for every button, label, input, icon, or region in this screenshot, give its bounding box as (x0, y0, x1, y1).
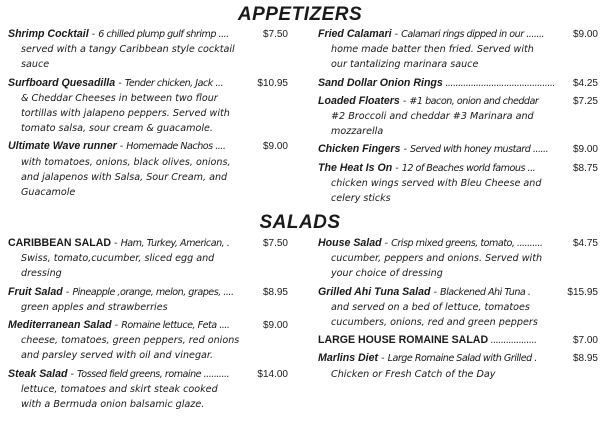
menu-item-description-start: Large Romaine Salad with Grilled . (387, 353, 537, 365)
menu-item-title-line (318, 76, 570, 91)
menu-item-name: CARIBBEAN SALAD (8, 237, 111, 249)
menu-item-name: Fruit Salad (8, 285, 63, 298)
menu-item-description-start: Homemade Nachos .... (126, 141, 226, 153)
menu-item (318, 285, 598, 331)
menu-item-description-line: lettuce, tomatoes and skirt steak cooked (21, 383, 218, 395)
menu-item-description-line: tortillas with jalapeno peppers. Served with (21, 108, 230, 120)
menu-item-description-line: our tantalizing marinara sauce (331, 59, 479, 71)
menu-item-description-start: Tossed field greens, romaine .......... (77, 368, 230, 380)
menu-item-name: Sand Dollar Onion Rings (318, 76, 443, 89)
menu-item-description-line: mozzarella (331, 126, 384, 138)
menu-item-price: $8.95 (572, 353, 598, 365)
menu-item-price: $9.00 (572, 29, 598, 40)
menu-item-name: The Heat Is On (318, 161, 393, 174)
menu-item-header (318, 76, 598, 91)
menu-item-price: $4.25 (572, 77, 598, 89)
menu-item-header (318, 161, 598, 176)
menu-item-separator: - (399, 95, 410, 107)
menu-item-name: LARGE HOUSE ROMAINE SALAD (318, 334, 489, 347)
menu-item-description-start: Tender chicken, Jack ... (124, 77, 224, 89)
menu-item-separator: - (430, 286, 440, 298)
menu-item-price: $9.00 (262, 320, 288, 332)
menu-item-price: $4.75 (572, 238, 598, 249)
menu-item-header (318, 351, 598, 366)
menu-item-name: Loaded Floaters (318, 94, 400, 107)
menu-item-price: $7.50 (262, 238, 288, 249)
menu-item-description-line: and served on a bed of lettuce, tomatoes (331, 301, 530, 313)
menu-item-separator: - (392, 162, 402, 174)
menu-item-description-start: Ham, Turkey, American, . (120, 238, 230, 249)
menu-item (318, 333, 598, 348)
menu-item-separator: - (400, 144, 410, 156)
menu-item-title-line (318, 94, 570, 109)
menu-item-description-line: Chicken or Fresh Catch of the Day (331, 368, 496, 380)
menu-item-description-start: Blackened Ahi Tuna . (440, 286, 531, 298)
menu-item-description-start: ........................................... (442, 77, 555, 89)
menu-item-description-line: #2 Broccoli and cheddar #3 Marinara and (331, 111, 534, 123)
menu-item-price: $8.95 (262, 286, 288, 298)
menu-item-name: Mediterranean Salad (8, 319, 112, 332)
menu-item-title-line (318, 333, 570, 348)
menu-item-title-line (8, 236, 260, 251)
menu-item-price: $15.95 (567, 286, 598, 298)
menu-item-separator: - (88, 29, 99, 40)
menu-item-title-line (318, 351, 570, 366)
menu-item-description-start: Pineapple ,orange, melon, grapes, .... (72, 286, 234, 298)
menu-item-name: Fried Calamari (318, 28, 392, 40)
appetizers-right-column (318, 27, 598, 209)
menu-item-description-line: Swiss, tomato,cucumber, sliced egg and (21, 253, 215, 265)
menu-item-title-line (8, 76, 254, 91)
menu-item-name: Surfboard Quesadilla (8, 76, 116, 89)
menu-item-name: Ultimate Wave runner (8, 140, 117, 153)
menu-item (318, 351, 598, 381)
menu-item-separator: - (378, 353, 388, 365)
appetizers-heading: APPETIZERS (237, 4, 363, 25)
menu-item-description-line: with a Bermuda onion balsamic glaze. (21, 399, 205, 411)
menu-item-title-line (8, 27, 260, 42)
menu-item-price: $8.75 (572, 162, 598, 174)
menu-item-description-line: your choice of dressing (331, 268, 443, 280)
menu-item-header (318, 236, 598, 251)
menu-item-description-start: 6 chilled plump gulf shrimp .... (98, 29, 229, 40)
menu-item-price: $10.95 (257, 77, 288, 89)
menu-item (318, 94, 598, 140)
menu-item-header (318, 333, 598, 348)
menu-item-price: $14.00 (257, 368, 288, 380)
menu-item-description-start: #1 bacon, onion and cheddar (409, 95, 539, 107)
menu-item-title-line (318, 285, 564, 300)
menu-item-description-line: chicken wings served with Bleu Cheese and (331, 177, 542, 189)
appetizers-left-column (8, 27, 288, 203)
salads-heading: SALADS (259, 212, 341, 233)
menu-item-description-start: Romaine lettuce, Feta .... (121, 320, 230, 332)
menu-item-header (8, 27, 288, 42)
menu-item-title-line (8, 139, 260, 154)
menu-item-price: $9.00 (262, 141, 288, 153)
menu-item-header (8, 285, 288, 300)
menu-item-description-line: dressing (21, 268, 62, 280)
menu-item-separator: - (115, 77, 125, 89)
salads-right-column (318, 236, 598, 385)
menu-item-header (8, 236, 288, 251)
menu-item-name: Grilled Ahi Tuna Salad (318, 285, 431, 298)
menu-item-title-line (318, 27, 570, 42)
menu-item (318, 142, 598, 157)
menu-item-title-line (8, 285, 260, 300)
menu-item (318, 236, 598, 282)
menu-item-price: $9.00 (572, 144, 598, 156)
menu-item-description-start: .................. (488, 335, 537, 347)
menu-item-description-line: Guacamole (21, 187, 76, 199)
menu-item-description-start: Calamari rings dipped in our ....... (401, 29, 545, 40)
menu-item-name: Shrimp Cocktail (8, 28, 89, 40)
menu-item-description-line: tomato salsa, sour cream & guacamole. (21, 123, 213, 135)
menu-item-title-line (318, 161, 570, 176)
menu-item-description-line: cucumber, peppers and onions. Served with (331, 253, 543, 265)
menu-item (318, 76, 598, 91)
menu-item-description-start: 12 of Beaches world famous ... (401, 162, 536, 174)
menu-item-name: Marlins Diet (318, 352, 379, 365)
menu-item-description-line: home made batter then fried. Served with (331, 44, 534, 56)
menu-item-description-line: and jalapenos with Salsa, Sour Cream, and (21, 171, 228, 183)
menu-item (8, 139, 288, 200)
menu-item (8, 27, 288, 73)
menu-item-title-line (8, 367, 254, 382)
menu-item-header (8, 367, 288, 382)
menu-item-description-start: Served with honey mustard ...... (409, 144, 549, 156)
menu-item-separator: - (111, 238, 121, 249)
menu-item (8, 318, 288, 364)
menu-item-separator: - (67, 368, 78, 380)
menu-item-description-line: with tomatoes, onions, black olives, onions, (21, 156, 231, 168)
menu-item-separator: - (111, 320, 122, 332)
menu-item (8, 76, 288, 137)
menu-item-header (318, 142, 598, 157)
menu-item (318, 27, 598, 73)
menu-item-description-line: served with a tangy Caribbean style cocktail (21, 44, 235, 56)
menu-item-description-line: green apples and strawberries (21, 301, 168, 313)
menu-item-name: Chicken Fingers (318, 143, 401, 156)
menu-item-description-line: & Cheddar Cheeses in between two flour (21, 92, 218, 104)
menu-item-price: $7.00 (572, 335, 598, 347)
menu-item (8, 236, 288, 282)
menu-item-price: $7.50 (262, 29, 288, 40)
menu-item-separator: - (62, 286, 73, 298)
menu-item (8, 285, 288, 315)
menu-item-header (318, 27, 598, 42)
menu-item-price: $7.25 (572, 95, 598, 107)
menu-item-header (8, 318, 288, 333)
menu-item-separator: - (381, 238, 392, 249)
menu-item-header (8, 76, 288, 91)
menu-item-description-line: celery sticks (331, 193, 391, 205)
menu-item-description-line: and parsley served with oil and vinegar. (21, 350, 214, 362)
menu-item-description-start: Crisp mixed greens, tomato, .......... (391, 238, 543, 249)
menu-item-title-line (8, 318, 260, 333)
menu-item-header (318, 94, 598, 109)
menu-item-name: Steak Salad (8, 367, 68, 380)
menu-item-title-line (318, 236, 570, 251)
menu-item-description-line: sauce (21, 59, 50, 71)
menu-item-title-line (318, 142, 570, 157)
menu-item-header (318, 285, 598, 300)
menu-item-description-line: cheese, tomatoes, green peppers, red onions (21, 335, 240, 347)
menu-item (8, 367, 288, 413)
menu-item-description-line: cucumbers, onions, red and green peppers (331, 317, 538, 329)
menu-item-name: House Salad (318, 237, 382, 249)
menu-item (318, 161, 598, 207)
salads-left-column (8, 236, 288, 415)
menu-item-header (8, 139, 288, 154)
menu-item-separator: - (391, 29, 402, 40)
menu-item-separator: - (116, 141, 127, 153)
